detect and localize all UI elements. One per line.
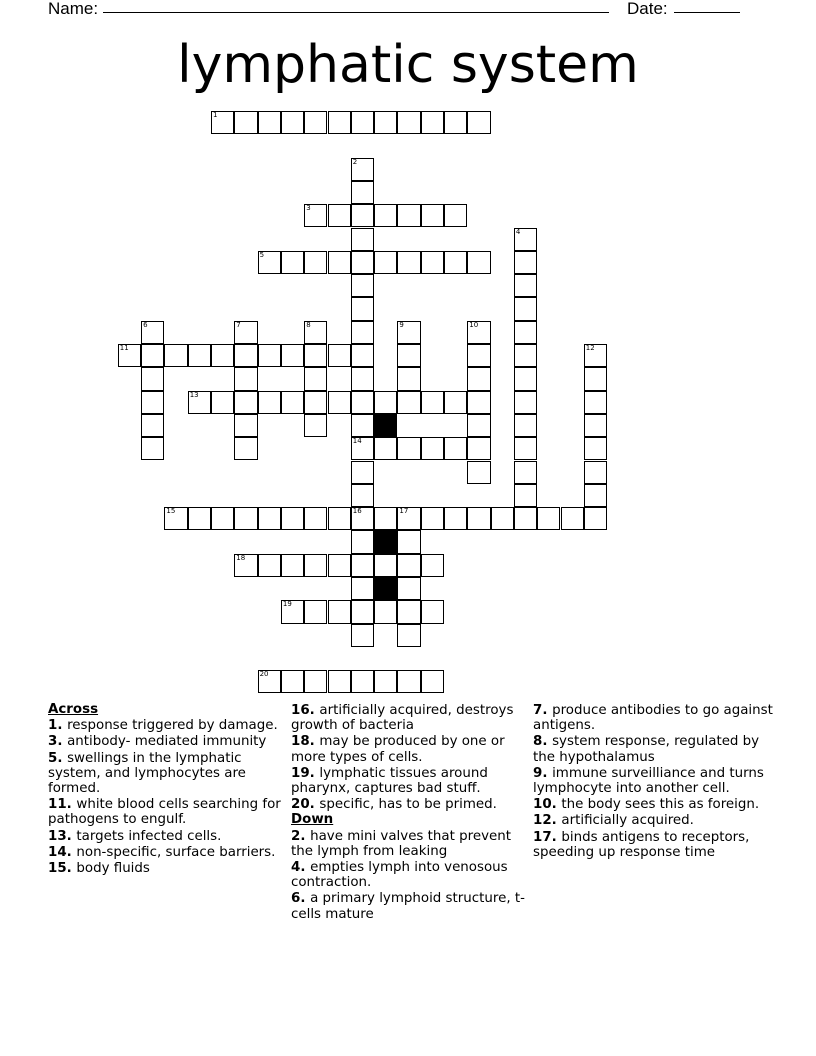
clue-number: 5 bbox=[259, 250, 265, 259]
clue-item bbox=[48, 797, 284, 827]
crossword-cell[interactable] bbox=[351, 251, 374, 274]
clue-number: 8 bbox=[306, 320, 311, 329]
clues-column-2 bbox=[291, 702, 527, 922]
crossword-cell[interactable] bbox=[234, 554, 257, 577]
crossword-cell[interactable] bbox=[304, 204, 327, 227]
clue-number: 4 bbox=[515, 227, 521, 236]
crossword-cell[interactable] bbox=[304, 670, 327, 693]
crossword-cell[interactable] bbox=[328, 600, 351, 623]
crossword-cell[interactable] bbox=[584, 484, 607, 507]
crossword-cell[interactable] bbox=[258, 670, 281, 693]
crossword-cell[interactable] bbox=[164, 507, 187, 530]
crossword-cell[interactable] bbox=[514, 367, 537, 390]
crossword-cell[interactable] bbox=[234, 321, 257, 344]
clue-item bbox=[291, 797, 527, 812]
crossword-cell[interactable] bbox=[351, 600, 374, 623]
crossword-cell[interactable] bbox=[281, 111, 304, 134]
crossword-cell[interactable] bbox=[211, 391, 234, 414]
clue-number-label: 11. bbox=[48, 797, 77, 813]
crossword-cell[interactable] bbox=[584, 437, 607, 460]
crossword-cell[interactable] bbox=[188, 344, 211, 367]
crossword-cell[interactable] bbox=[397, 624, 420, 647]
clue-number: 20 bbox=[259, 670, 269, 679]
crossword-cell[interactable] bbox=[584, 367, 607, 390]
crossword-cell[interactable] bbox=[351, 624, 374, 647]
crossword-cell[interactable] bbox=[467, 344, 490, 367]
crossword-cell[interactable] bbox=[281, 554, 304, 577]
crossword-cell[interactable] bbox=[467, 414, 490, 437]
blocked-cell bbox=[374, 414, 397, 437]
crossword-cell[interactable] bbox=[514, 251, 537, 274]
crossword-cell[interactable] bbox=[351, 530, 374, 553]
crossword-cell[interactable] bbox=[444, 251, 467, 274]
clue-number-label: 3. bbox=[48, 734, 68, 750]
crossword-cell[interactable] bbox=[234, 111, 257, 134]
crossword-cell[interactable] bbox=[304, 507, 327, 530]
clue-number: 15 bbox=[166, 507, 176, 516]
clue-number-label: 12. bbox=[533, 813, 562, 829]
clue-text: produce antibodies to go against antigens. bbox=[533, 703, 773, 734]
crossword-cell[interactable] bbox=[234, 367, 257, 390]
clue-text: response triggered by damage. bbox=[67, 718, 278, 734]
crossword-cell[interactable] bbox=[328, 344, 351, 367]
crossword-cell[interactable] bbox=[514, 507, 537, 530]
clue-number-label: 10. bbox=[533, 797, 562, 813]
clue-item bbox=[48, 751, 284, 797]
crossword-cell[interactable] bbox=[467, 507, 490, 530]
crossword-cell[interactable] bbox=[421, 670, 444, 693]
clue-text: body fluids bbox=[76, 861, 150, 877]
clue-number-label: 15. bbox=[48, 861, 77, 877]
crossword-cell[interactable] bbox=[514, 297, 537, 320]
clue-number: 18 bbox=[236, 553, 246, 562]
crossword-cell[interactable] bbox=[444, 204, 467, 227]
crossword-cell[interactable] bbox=[304, 600, 327, 623]
crossword-cell[interactable] bbox=[328, 251, 351, 274]
clue-text: may be produced by one or more types of cells. bbox=[291, 734, 505, 765]
crossword-cell[interactable] bbox=[397, 530, 420, 553]
crossword-cell[interactable] bbox=[421, 437, 444, 460]
crossword-cell[interactable] bbox=[374, 507, 397, 530]
crossword-cell[interactable] bbox=[351, 367, 374, 390]
clue-number-label: 4. bbox=[291, 860, 311, 876]
crossword-cell[interactable] bbox=[514, 391, 537, 414]
crossword-cell[interactable] bbox=[351, 181, 374, 204]
clue-number-label: 20. bbox=[291, 797, 320, 813]
crossword-cell[interactable] bbox=[281, 600, 304, 623]
crossword-cell[interactable] bbox=[141, 414, 164, 437]
clue-number: 12 bbox=[585, 344, 595, 352]
across-heading: Across bbox=[48, 702, 99, 717]
crossword-cell[interactable] bbox=[351, 158, 374, 181]
crossword-cell[interactable] bbox=[351, 507, 374, 530]
crossword-cell[interactable] bbox=[234, 437, 257, 460]
crossword-cell[interactable] bbox=[397, 367, 420, 390]
crossword-cell[interactable] bbox=[281, 344, 304, 367]
crossword-cell[interactable] bbox=[397, 391, 420, 414]
crossword-cell[interactable] bbox=[514, 344, 537, 367]
clue-number-label: 6. bbox=[291, 891, 311, 907]
clue-text: specific, has to be primed. bbox=[319, 797, 497, 813]
name-label: Name: bbox=[48, 0, 99, 18]
crossword-cell[interactable] bbox=[561, 507, 584, 530]
crossword-cell[interactable] bbox=[514, 437, 537, 460]
crossword-cell[interactable] bbox=[397, 600, 420, 623]
crossword-cell[interactable] bbox=[514, 484, 537, 507]
crossword-cell[interactable] bbox=[467, 461, 490, 484]
crossword-cell[interactable] bbox=[351, 321, 374, 344]
crossword-cell[interactable] bbox=[258, 251, 281, 274]
crossword-cell[interactable] bbox=[374, 437, 397, 460]
clue-number: 7 bbox=[236, 320, 241, 329]
crossword-cell[interactable] bbox=[211, 344, 234, 367]
crossword-cell[interactable] bbox=[328, 111, 351, 134]
crossword-cell[interactable] bbox=[328, 670, 351, 693]
crossword-cell[interactable] bbox=[351, 228, 374, 251]
crossword-cell[interactable] bbox=[304, 414, 327, 437]
crossword-cell[interactable] bbox=[304, 251, 327, 274]
crossword-cell[interactable] bbox=[258, 554, 281, 577]
crossword-cell[interactable] bbox=[258, 344, 281, 367]
clue-text: artificially acquired. bbox=[561, 813, 694, 829]
crossword-cell[interactable] bbox=[351, 111, 374, 134]
clue-number: 3 bbox=[306, 204, 311, 213]
crossword-cell[interactable] bbox=[421, 507, 444, 530]
clue-text: targets infected cells. bbox=[76, 828, 222, 844]
crossword-cell[interactable] bbox=[234, 414, 257, 437]
crossword-cell[interactable] bbox=[444, 507, 467, 530]
clue-number-label: 8. bbox=[533, 734, 553, 750]
crossword-cell[interactable] bbox=[374, 251, 397, 274]
crossword-cell[interactable] bbox=[351, 670, 374, 693]
crossword-cell[interactable] bbox=[351, 274, 374, 297]
crossword-cell[interactable] bbox=[421, 204, 444, 227]
crossword-cell[interactable] bbox=[258, 507, 281, 530]
crossword-cell[interactable] bbox=[141, 437, 164, 460]
crossword-cell[interactable] bbox=[467, 391, 490, 414]
crossword-cell[interactable] bbox=[421, 391, 444, 414]
crossword-cell[interactable] bbox=[188, 391, 211, 414]
clue-item bbox=[533, 830, 773, 860]
crossword-cell[interactable] bbox=[351, 461, 374, 484]
clue-number: 19 bbox=[282, 600, 292, 609]
crossword-cell[interactable] bbox=[304, 554, 327, 577]
crossword-cell[interactable] bbox=[397, 554, 420, 577]
crossword-cell[interactable] bbox=[374, 204, 397, 227]
crossword-cell[interactable] bbox=[304, 111, 327, 134]
crossword-cell[interactable] bbox=[211, 507, 234, 530]
clue-item bbox=[291, 766, 527, 796]
clue-text: have mini valves that prevent the lymph from leaking bbox=[291, 828, 511, 859]
crossword-cell[interactable] bbox=[351, 437, 374, 460]
clue-item bbox=[533, 813, 773, 828]
crossword-cell[interactable] bbox=[397, 344, 420, 367]
crossword-cell[interactable] bbox=[141, 321, 164, 344]
clue-text: white blood cells searching for pathogens to engulf. bbox=[48, 797, 281, 828]
clue-item bbox=[533, 734, 773, 764]
clues-column-1 bbox=[48, 702, 284, 876]
clue-number-label: 19. bbox=[291, 765, 320, 781]
crossword-cell[interactable] bbox=[351, 414, 374, 437]
crossword-cell[interactable] bbox=[467, 251, 490, 274]
clue-number: 14 bbox=[352, 437, 362, 446]
crossword-cell[interactable] bbox=[281, 507, 304, 530]
crossword-cell[interactable] bbox=[584, 507, 607, 530]
crossword-cell[interactable] bbox=[444, 391, 467, 414]
crossword-cell[interactable] bbox=[281, 251, 304, 274]
crossword-cell[interactable] bbox=[514, 461, 537, 484]
clue-item bbox=[48, 829, 284, 844]
crossword-cell[interactable] bbox=[514, 414, 537, 437]
crossword-cell[interactable] bbox=[584, 461, 607, 484]
crossword-cell[interactable] bbox=[374, 554, 397, 577]
crossword-cell[interactable] bbox=[258, 111, 281, 134]
crossword-cell[interactable] bbox=[491, 507, 514, 530]
crossword-cell[interactable] bbox=[374, 600, 397, 623]
crossword-cell[interactable] bbox=[584, 391, 607, 414]
crossword-cell[interactable] bbox=[351, 577, 374, 600]
clue-item bbox=[533, 766, 773, 796]
crossword-cell[interactable] bbox=[351, 391, 374, 414]
crossword-cell[interactable] bbox=[234, 507, 257, 530]
crossword-cell[interactable] bbox=[514, 274, 537, 297]
crossword-cell[interactable] bbox=[188, 507, 211, 530]
crossword-cell[interactable] bbox=[374, 391, 397, 414]
crossword-cell[interactable] bbox=[351, 484, 374, 507]
crossword-cell[interactable] bbox=[234, 344, 257, 367]
clue-number: 16 bbox=[352, 507, 362, 516]
clue-number: 1 bbox=[213, 111, 218, 119]
clue-number: 9 bbox=[399, 320, 404, 329]
clue-text: artificially acquired, destroys growth of bacteria bbox=[291, 703, 514, 734]
clue-item bbox=[48, 845, 284, 860]
crossword-cell[interactable] bbox=[234, 391, 257, 414]
clue-text: binds antigens to receptors, speeding up response time bbox=[533, 829, 750, 860]
clue-item bbox=[291, 829, 527, 859]
clue-text: a primary lymphoid structure, t-cells mature bbox=[291, 891, 525, 922]
crossword-cell[interactable] bbox=[351, 297, 374, 320]
crossword-cell[interactable] bbox=[467, 367, 490, 390]
crossword-cell[interactable] bbox=[304, 344, 327, 367]
crossword-cell[interactable] bbox=[164, 344, 187, 367]
clue-text: lymphatic tissues around pharynx, captures bad stuff. bbox=[291, 765, 488, 797]
crossword-cell[interactable] bbox=[141, 344, 164, 367]
crossword-cell[interactable] bbox=[351, 344, 374, 367]
crossword-cell[interactable] bbox=[397, 670, 420, 693]
clue-text: empties lymph into venosous contraction. bbox=[291, 860, 508, 891]
clue-number: 11 bbox=[119, 344, 129, 352]
clue-number-label: 14. bbox=[48, 844, 77, 860]
crossword-cell[interactable] bbox=[351, 204, 374, 227]
clue-number-label: 5. bbox=[48, 750, 68, 766]
clue-item bbox=[291, 891, 527, 921]
crossword-cell[interactable] bbox=[304, 391, 327, 414]
crossword-cell[interactable] bbox=[421, 600, 444, 623]
clue-text: non-specific, surface barriers. bbox=[76, 844, 276, 860]
crossword-cell[interactable] bbox=[351, 554, 374, 577]
clue-number: 6 bbox=[143, 320, 148, 329]
crossword-cell[interactable] bbox=[304, 367, 327, 390]
crossword-cell[interactable] bbox=[397, 507, 420, 530]
clue-number: 13 bbox=[189, 390, 199, 399]
clue-item bbox=[48, 734, 284, 749]
crossword-cell[interactable] bbox=[444, 437, 467, 460]
crossword-cell[interactable] bbox=[397, 437, 420, 460]
clue-item bbox=[291, 734, 527, 764]
clue-number-label: 7. bbox=[533, 703, 553, 718]
crossword-cell[interactable] bbox=[328, 554, 351, 577]
crossword-cell[interactable] bbox=[421, 554, 444, 577]
crossword-cell[interactable] bbox=[397, 577, 420, 600]
crossword-cell[interactable] bbox=[421, 111, 444, 134]
crossword-cell[interactable] bbox=[584, 414, 607, 437]
crossword-cell[interactable] bbox=[421, 251, 444, 274]
clue-number: 2 bbox=[352, 157, 358, 166]
blocked-cell bbox=[374, 577, 397, 600]
crossword-cell[interactable] bbox=[328, 204, 351, 227]
crossword-cell[interactable] bbox=[211, 111, 234, 134]
clue-item bbox=[533, 703, 773, 733]
crossword-cell[interactable] bbox=[467, 437, 490, 460]
clue-number: 10 bbox=[469, 320, 479, 329]
crossword-cell[interactable] bbox=[374, 670, 397, 693]
blocked-cell bbox=[374, 530, 397, 553]
clue-text: system response, regulated by the hypothalamus bbox=[533, 734, 760, 765]
clue-number-label: 18. bbox=[291, 734, 320, 750]
crossword-cell[interactable] bbox=[514, 228, 537, 251]
clue-item bbox=[291, 860, 527, 890]
date-label: Date: bbox=[627, 0, 668, 18]
crossword-cell[interactable] bbox=[537, 507, 560, 530]
clue-text: swellings in the lymphatic system, and lymphocytes are formed. bbox=[48, 750, 246, 797]
clue-text: antibody- mediated immunity bbox=[67, 734, 267, 750]
clue-number: 17 bbox=[399, 507, 409, 516]
page-title: lymphatic system bbox=[177, 35, 639, 95]
crossword-cell[interactable] bbox=[374, 111, 397, 134]
clue-item bbox=[48, 861, 284, 876]
clue-text: immune surveilliance and turns lymphocyte into another cell. bbox=[533, 765, 764, 797]
down-heading: Down bbox=[291, 812, 334, 828]
clues-column-3 bbox=[533, 702, 773, 860]
crossword-cell[interactable] bbox=[118, 344, 141, 367]
crossword-cell[interactable] bbox=[514, 321, 537, 344]
clue-number-label: 16. bbox=[291, 703, 320, 718]
crossword-cell[interactable] bbox=[397, 111, 420, 134]
crossword-cell[interactable] bbox=[444, 111, 467, 134]
crossword-cell[interactable] bbox=[281, 391, 304, 414]
crossword-cell[interactable] bbox=[397, 251, 420, 274]
crossword-cell[interactable] bbox=[141, 391, 164, 414]
crossword-cell[interactable] bbox=[467, 111, 490, 134]
clue-text: the body sees this as foreign. bbox=[561, 797, 760, 813]
clue-item bbox=[533, 797, 773, 812]
crossword-cell[interactable] bbox=[328, 391, 351, 414]
crossword-cell[interactable] bbox=[281, 670, 304, 693]
crossword-cell[interactable] bbox=[328, 507, 351, 530]
clue-number-label: 1. bbox=[48, 718, 68, 734]
crossword-cell[interactable] bbox=[584, 344, 607, 367]
crossword-cell[interactable] bbox=[304, 321, 327, 344]
clue-number-label: 17. bbox=[533, 829, 562, 845]
clue-number-label: 13. bbox=[48, 828, 77, 844]
clue-number-label: 9. bbox=[533, 765, 553, 781]
crossword-cell[interactable] bbox=[397, 204, 420, 227]
crossword-cell[interactable] bbox=[141, 367, 164, 390]
crossword-cell[interactable] bbox=[397, 321, 420, 344]
clue-number-label: 2. bbox=[291, 828, 311, 844]
crossword-cell[interactable] bbox=[258, 391, 281, 414]
clue-item bbox=[291, 703, 527, 733]
clue-item bbox=[48, 718, 284, 733]
crossword-cell[interactable] bbox=[467, 321, 490, 344]
